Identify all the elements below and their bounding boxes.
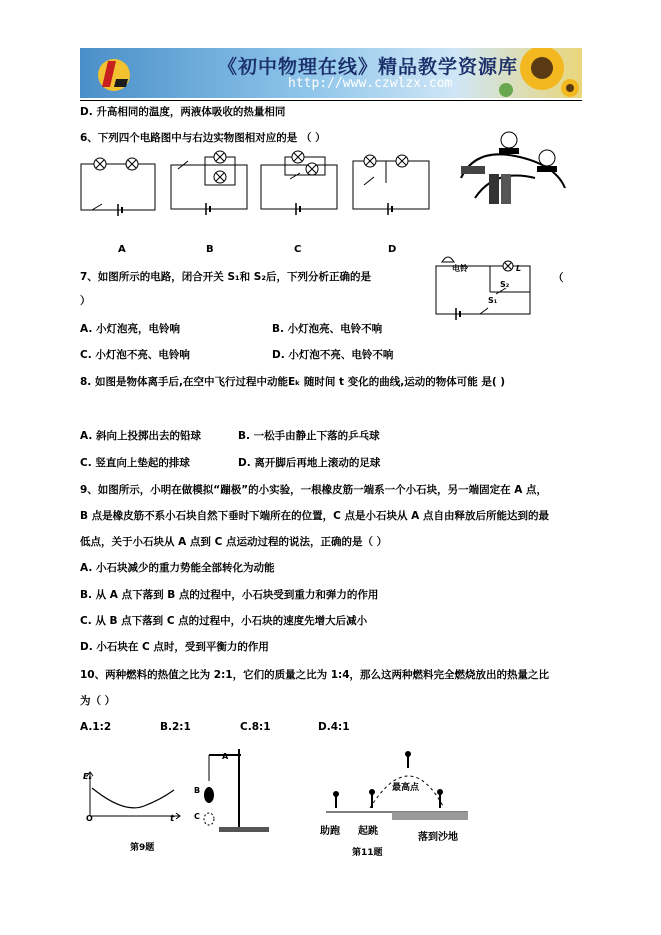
site-logo-icon — [94, 53, 134, 93]
bungee-stand-diagram — [195, 745, 275, 835]
q8-option-c: C. 竖直向上垫起的排球 — [80, 457, 190, 469]
q6-circuit-b-diagram — [170, 155, 250, 215]
q6-label-d: D — [388, 244, 397, 255]
q6-circuit-d-diagram — [352, 155, 432, 215]
sunflower-icon — [470, 48, 580, 98]
q7-paren-open: （ — [553, 272, 564, 284]
jump-land-label: 落到沙地 — [418, 832, 458, 843]
graph-ek-label: Eₖ — [83, 772, 93, 781]
q7-lamp-label: L — [516, 264, 522, 273]
q9-option-b: B. 从 A 点下落到 B 点的过程中，小石块受到重力和弹力的作用 — [80, 589, 379, 601]
q9-figure-caption: 第9题 — [130, 843, 155, 853]
jump-takeoff-label: 起跳 — [358, 826, 378, 837]
q6-stem: 6、下列四个电路图中与右边实物图相对应的是 （ ） — [80, 132, 326, 144]
q9-stem-line-3: 低点，关于小石块从 A 点到 C 点运动过程的说法，正确的是（ ） — [80, 536, 388, 548]
banner-title: 《初中物理在线》精品教学资源库 — [218, 56, 519, 78]
header-banner — [80, 48, 582, 98]
q10-option-b: B.2:1 — [160, 721, 191, 733]
q10-stem-line-1: 10、两种燃料的热值之比为 2:1，它们的质量之比为 1:4，那么这两种燃料完全燃烧放出的热量之比 — [80, 669, 550, 681]
q9-stem-line-1: 9、如图所示，小明在做模拟“蹦极”的小实验，一根橡皮筋一端系一个小石块，另一端固定在 A 点， — [80, 484, 548, 496]
q7-stem: 7、如图所示的电路，闭合开关 S₁和 S₂后，下列分析正确的是 — [80, 271, 371, 283]
q7-circuit-diagram — [434, 252, 534, 318]
q7-option-d: D. 小灯泡不亮、电铃不响 — [272, 349, 394, 361]
jump-peak-label: 最高点 — [392, 783, 420, 793]
q5-option-d: D. 升高相同的温度，两液体吸收的热量相同 — [80, 106, 286, 118]
q8-stem: 8. 如图是物体离手后,在空中飞行过程中动能Eₖ 随时间 t 变化的曲线,运动的物体可能 是( ) — [80, 376, 506, 388]
q6-label-c: C — [294, 244, 302, 255]
stand-point-b-label: B — [194, 786, 201, 795]
q6-physical-circuit-picture — [455, 128, 575, 208]
q7-option-c: C. 小灯泡不亮、电铃响 — [80, 349, 190, 361]
jump-run-label: 助跑 — [320, 826, 340, 837]
q6-circuit-c-diagram — [260, 155, 340, 215]
q7-s1-label: S₁ — [488, 296, 498, 305]
q9-stem-line-2: B 点是橡皮筋不系小石块自然下垂时下端所在的位置，C 点是小石块从 A 点自由释放后所能达到的最 — [80, 510, 549, 522]
q6-label-a: A — [118, 244, 126, 255]
q7-option-b: B. 小灯泡亮、电铃不响 — [272, 323, 383, 335]
header-rule — [80, 100, 582, 101]
q7-bell-label: 电铃 — [452, 264, 468, 273]
q7-paren-close: ） — [80, 295, 91, 307]
q10-stem-line-2: 为（ ） — [80, 695, 116, 707]
q11-figure-caption: 第11题 — [352, 848, 383, 858]
q8-option-b: B. 一松手由静止下落的乒乓球 — [238, 430, 380, 442]
q8-option-a: A. 斜向上投掷出去的铅球 — [80, 430, 201, 442]
stand-point-c-label: C — [194, 812, 200, 821]
q7-option-a: A. 小灯泡亮，电铃响 — [80, 323, 180, 335]
graph-t-label: t — [170, 814, 175, 824]
q6-label-b: B — [206, 244, 214, 255]
q10-option-c: C.8:1 — [240, 721, 271, 733]
q8-option-d: D. 离开脚后再地上滚动的足球 — [238, 457, 381, 469]
q9-option-c: C. 从 B 点下落到 C 点的过程中，小石块的速度先增大后减小 — [80, 615, 368, 627]
q10-option-a: A.1:2 — [80, 721, 112, 733]
ek-time-graph — [84, 770, 184, 822]
stand-point-a-label: A — [222, 752, 229, 761]
q10-option-d: D.4:1 — [318, 721, 350, 733]
q7-s2-label: S₂ — [500, 280, 510, 289]
graph-origin-label: O — [86, 814, 93, 823]
q9-option-a: A. 小石块减少的重力势能全部转化为动能 — [80, 562, 275, 574]
q6-circuit-a-diagram — [80, 160, 160, 215]
banner-url[interactable]: http://www.czwlzx.com — [288, 76, 453, 91]
q9-option-d: D. 小石块在 C 点时，受到平衡力的作用 — [80, 641, 269, 653]
